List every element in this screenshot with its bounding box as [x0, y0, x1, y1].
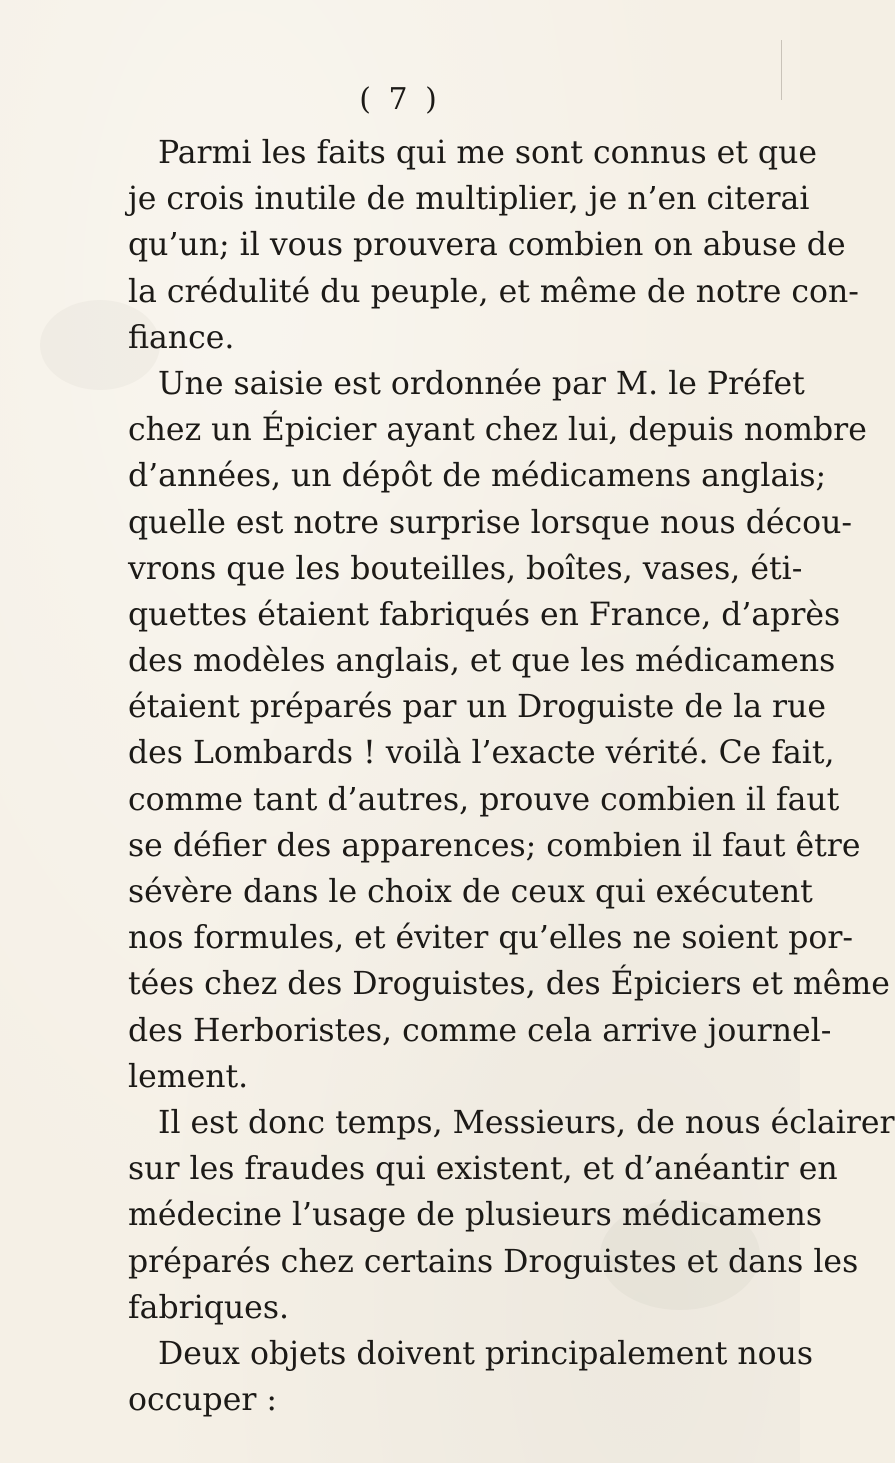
paragraph-line: fabriques.: [128, 1289, 290, 1326]
paragraph-line: occuper :: [128, 1382, 278, 1419]
paragraph-line: étaient préparés par un Droguiste de la rue: [128, 689, 826, 726]
paragraph-line: d’années, un dépôt de médicamens anglais;: [128, 458, 827, 495]
paragraph-line: Il est donc temps, Messieurs, de nous éclairer: [158, 1104, 895, 1141]
paragraph-line: je crois inutile de multiplier, je n’en citerai: [128, 181, 810, 218]
paragraph-line: la crédulité du peuple, et même de notre con-: [128, 273, 859, 310]
paragraph-line: quelle est notre surprise lorsque nous décou-: [128, 504, 853, 541]
page-number: ( 7 ): [359, 82, 441, 117]
paragraph-line: fiance.: [128, 319, 235, 356]
paragraph-line: vrons que les bouteilles, boîtes, vases, éti-: [128, 550, 803, 587]
paragraph-line: des modèles anglais, et que les médicamens: [128, 643, 836, 680]
paragraph-line: sur les fraudes qui existent, et d’anéantir en: [128, 1151, 838, 1188]
paragraph-line: des Herboristes, comme cela arrive journel-: [128, 1012, 832, 1049]
paragraph-line: Deux objets doivent principalement nous: [158, 1335, 814, 1372]
paragraph-line: comme tant d’autres, prouve combien il faut: [128, 781, 840, 818]
paragraph-line: lement.: [128, 1058, 249, 1095]
paragraph-line: se défier des apparences; combien il faut être: [128, 827, 861, 864]
paragraph-line: Une saisie est ordonnée par M. le Préfet: [158, 365, 805, 402]
paragraph-line: qu’un; il vous prouvera combien on abuse de: [128, 227, 846, 264]
paragraph-line: médecine l’usage de plusieurs médicamens: [128, 1197, 822, 1234]
paragraph-line: quettes étaient fabriqués en France, d’après: [128, 596, 841, 633]
paragraph-line: sévère dans le choix de ceux qui exécutent: [128, 874, 813, 910]
paragraph-line: des Lombards ! voilà l’exacte vérité. Ce fait,: [128, 735, 835, 772]
paragraph-line: tées chez des Droguistes, des Épiciers et même: [128, 966, 890, 1003]
paragraph-line: préparés chez certains Droguistes et dans les: [128, 1243, 859, 1280]
paragraph-line: Parmi les faits qui me sont connus et que: [158, 135, 818, 171]
body-text: [128, 130, 895, 1423]
paragraph-line: chez un Épicier ayant chez lui, depuis nombre: [128, 412, 867, 449]
paragraph-line: nos formules, et éviter qu’elles ne soient por-: [128, 920, 854, 957]
